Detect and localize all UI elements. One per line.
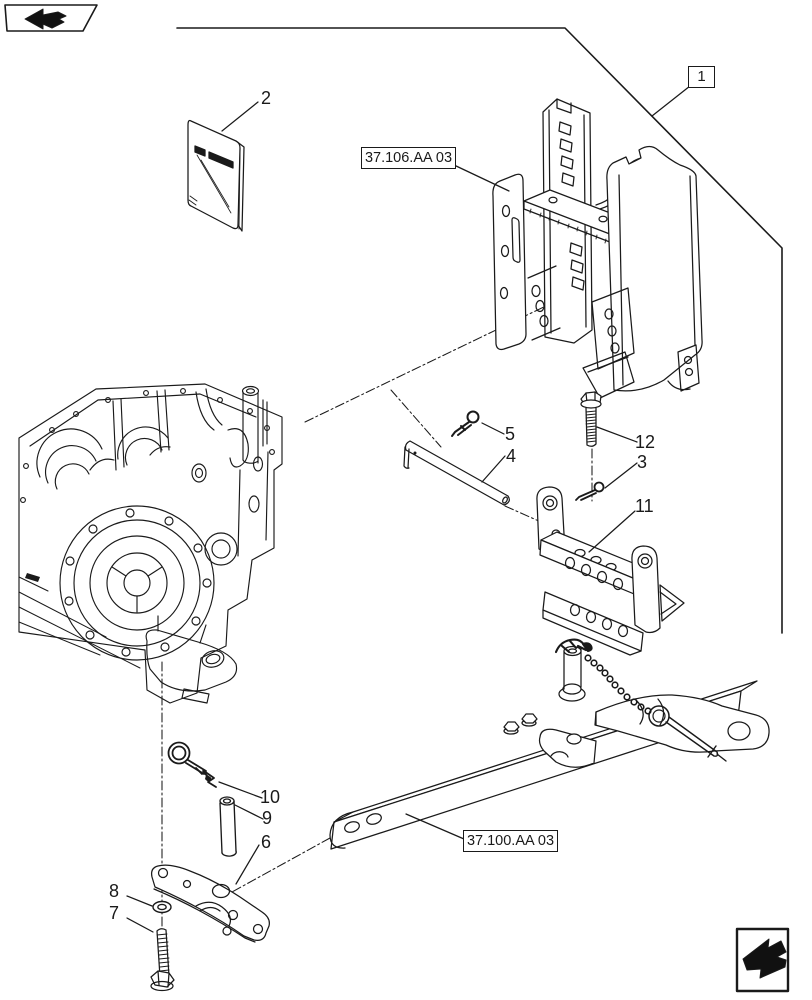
drawbar-drawing bbox=[330, 640, 769, 849]
callout-3: 3 bbox=[637, 452, 648, 472]
hitch-bracket-drawing bbox=[537, 487, 684, 655]
callout-6: 6 bbox=[261, 832, 272, 852]
callout-5: 5 bbox=[505, 424, 516, 444]
callout-9: 9 bbox=[262, 808, 273, 828]
callout-10: 10 bbox=[260, 787, 281, 807]
callout-4: 4 bbox=[506, 446, 517, 466]
cotter-pin-3-drawing bbox=[576, 483, 604, 501]
linch-pin-drawing bbox=[169, 743, 217, 788]
cotter-pin-5-drawing bbox=[452, 412, 479, 437]
kit-next-arrow-icon[interactable] bbox=[737, 929, 788, 991]
transmission-housing-drawing bbox=[19, 384, 282, 703]
ref-link-37-100-AA-03[interactable]: 37.100.AA 03 bbox=[463, 830, 558, 852]
pin-9-drawing bbox=[220, 797, 236, 856]
drawbar-pin-drawing bbox=[404, 441, 509, 505]
kit-prev-arrow-icon[interactable] bbox=[5, 5, 97, 31]
washer-drawing bbox=[153, 902, 171, 913]
bolt-12-drawing bbox=[581, 392, 601, 446]
callout-12: 12 bbox=[635, 432, 656, 452]
callout-11: 11 bbox=[635, 496, 654, 516]
callout-1-kit: 1 bbox=[688, 66, 715, 88]
ref-link-37-106-AA-03[interactable]: 37.106.AA 03 bbox=[361, 147, 456, 169]
callout-7: 7 bbox=[109, 903, 120, 923]
operator-manual-drawing bbox=[188, 121, 244, 232]
bolt-7-drawing bbox=[151, 929, 174, 991]
callout-2: 2 bbox=[261, 88, 272, 108]
callout-8: 8 bbox=[109, 881, 120, 901]
drawbar-support-tower-drawing bbox=[493, 99, 702, 398]
